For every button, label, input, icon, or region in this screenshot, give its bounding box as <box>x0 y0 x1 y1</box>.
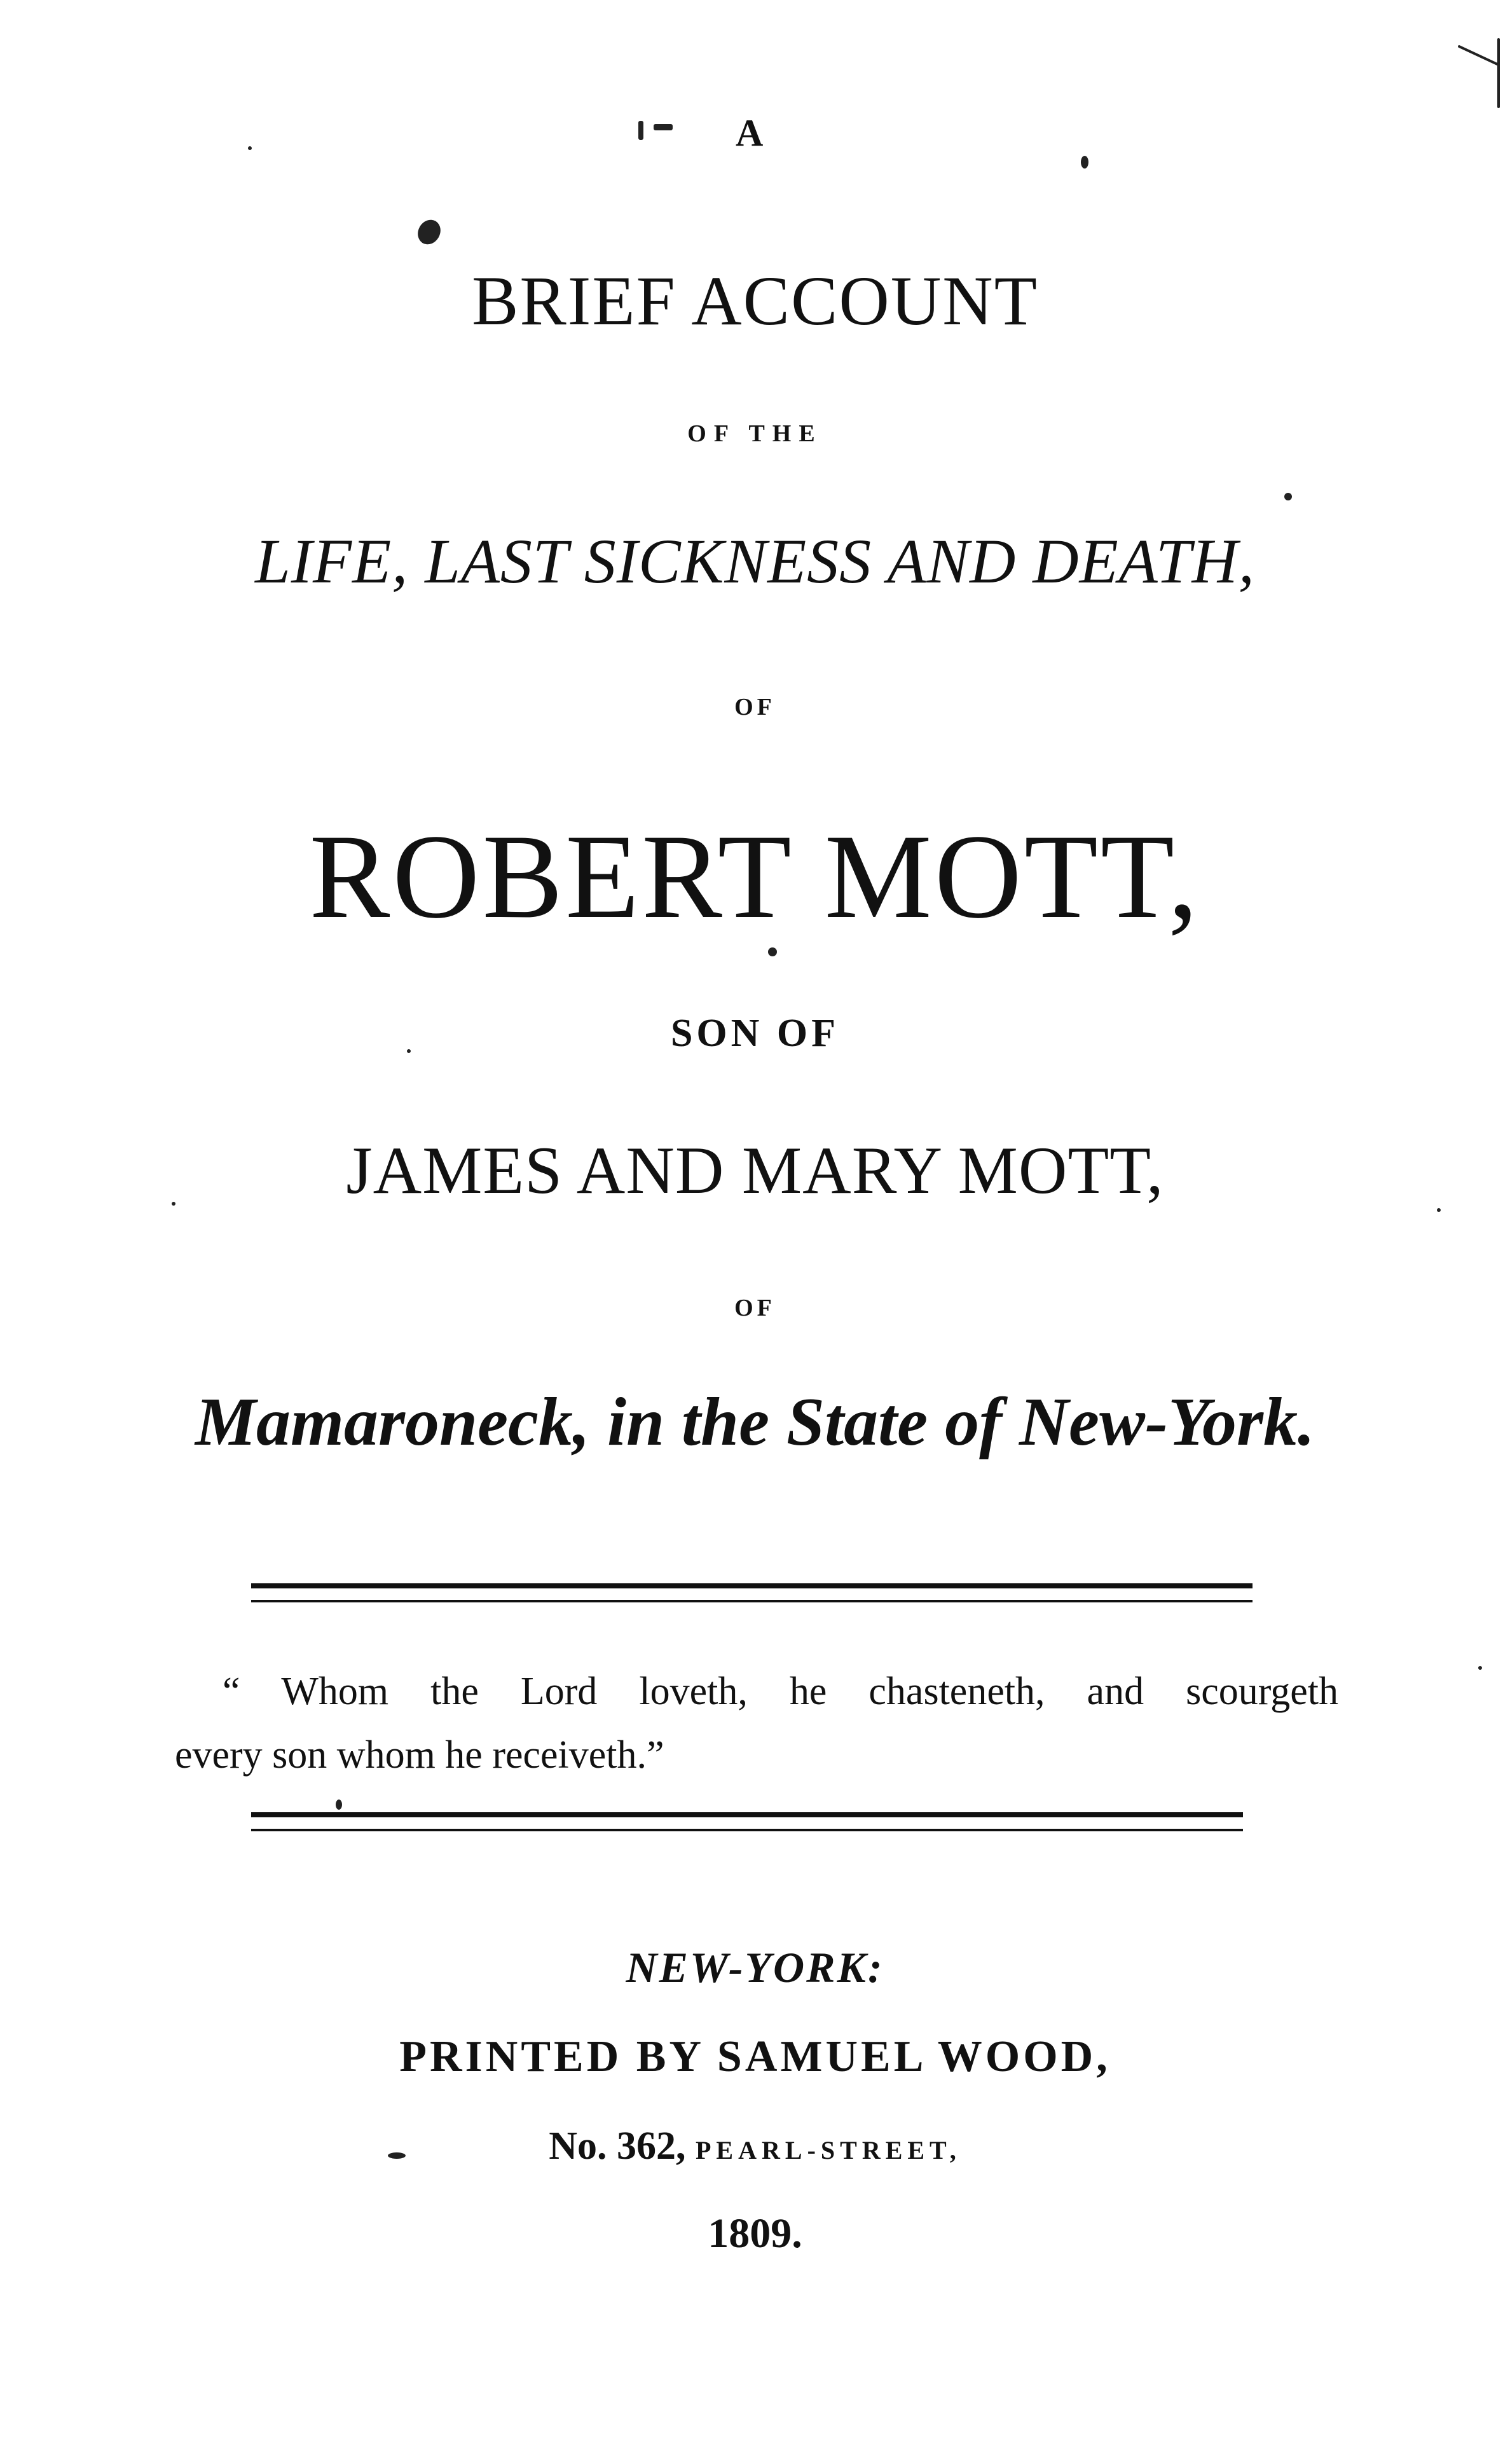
epigraph <box>175 1660 1338 1787</box>
printer-line: PRINTED BY SAMUEL WOOD, <box>399 2032 1111 2081</box>
upper-rule-thin <box>251 1600 1253 1602</box>
speck <box>248 146 252 150</box>
connector-of-the: OF THE <box>687 420 823 447</box>
upper-rule-thick <box>251 1583 1253 1588</box>
address-street: PEARL-STREET, <box>696 2136 961 2165</box>
speck <box>768 947 777 956</box>
speck <box>1457 45 1499 65</box>
speck <box>638 121 643 140</box>
speck <box>1497 38 1500 108</box>
title-article: A <box>736 112 764 154</box>
epigraph-line-2: every son whom he receiveth.” <box>175 1733 664 1777</box>
connector-of-1: OF <box>734 694 776 720</box>
speck <box>1478 1666 1482 1670</box>
place-line: Mamaroneck, in the State of New-York. <box>195 1384 1315 1460</box>
speck <box>407 1049 411 1053</box>
speck <box>1437 1208 1441 1212</box>
epigraph-line-1: “ Whom the Lord loveth, he chasteneth, and scourgeth <box>223 1670 1338 1713</box>
lower-rule-thin <box>251 1829 1243 1831</box>
speck <box>336 1800 342 1810</box>
imprint-city: NEW-YORK: <box>626 1943 884 1992</box>
subject-name: ROBERT MOTT, <box>309 810 1201 944</box>
connector-son-of: SON OF <box>670 1012 840 1055</box>
publication-year: 1809. <box>708 2210 802 2257</box>
ink-blot <box>413 216 444 249</box>
connector-of-2: OF <box>734 1295 776 1321</box>
address-number: No. 362, <box>549 2124 686 2168</box>
speck <box>172 1202 175 1206</box>
speck <box>388 2152 406 2159</box>
speck <box>1081 156 1088 169</box>
lower-rule-thick <box>251 1812 1243 1817</box>
parents-names: JAMES AND MARY MOTT, <box>346 1133 1164 1208</box>
speck <box>1284 493 1292 500</box>
speck <box>654 124 673 130</box>
subject-line: LIFE, LAST SICKNESS AND DEATH, <box>255 526 1255 596</box>
printer-address <box>0 2124 1510 2169</box>
book-title: BRIEF ACCOUNT <box>472 262 1038 340</box>
